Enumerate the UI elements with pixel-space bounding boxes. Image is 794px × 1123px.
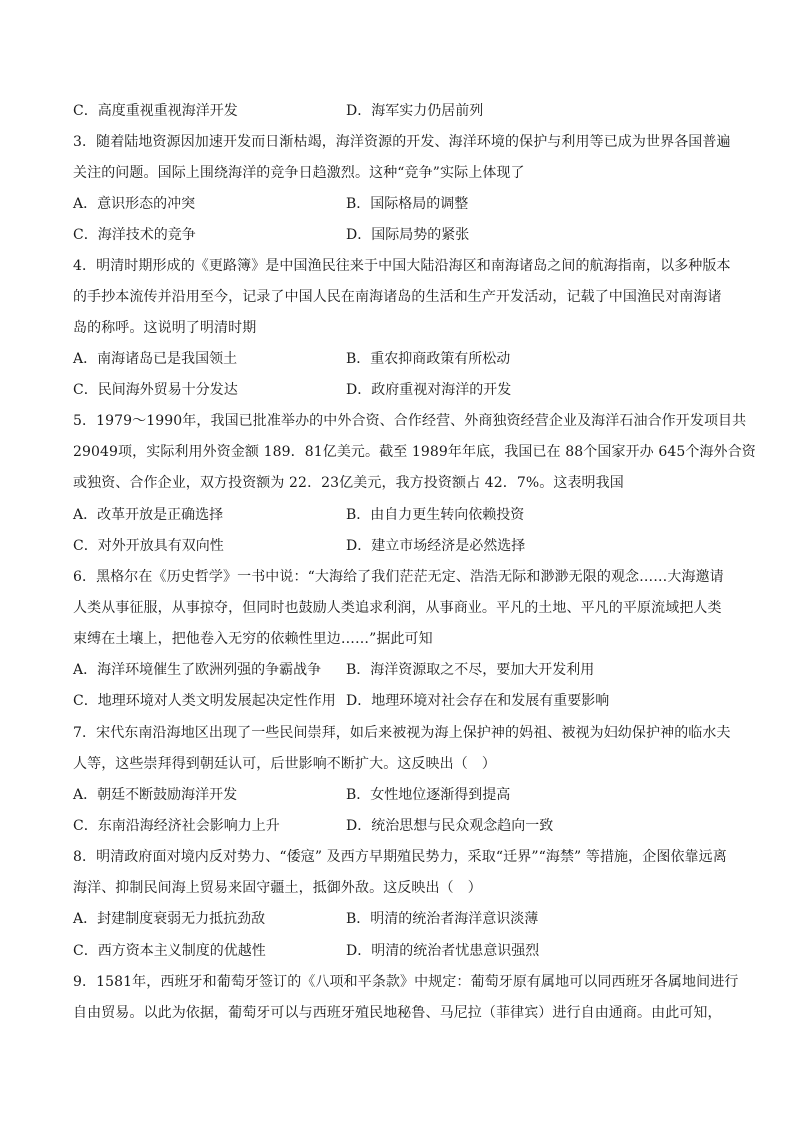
q5-option-c: C．对外开放具有双向性 <box>73 538 224 554</box>
q6-option-b: B．海洋资源取之不尽，要加大开发利用 <box>346 662 595 678</box>
q7-option-a: A．朝廷不断鼓励海洋开发 <box>73 787 238 803</box>
q7-stem-line-2: 人等，这些崇拜得到朝廷认可，后世影响不断扩大。这反映出（ ） <box>73 756 496 772</box>
q5-stem-line-3: 或独资、合作企业，双方投资额为 22．23亿美元，我方投资额占 42．7%。这表明我国 <box>73 475 624 491</box>
q2-option-d: D．海军实力仍居前列 <box>346 103 484 119</box>
q3-stem-line-1: 3．随着陆地资源因加速开发而日渐枯竭，海洋资源的开发、海洋环境的保护与利用等已成为世界各国普遍 <box>73 134 731 150</box>
q8-stem-line-2: 海洋、抑制民间海上贸易来固守疆土，抵御外敌。这反映出（ ） <box>73 880 482 896</box>
q3-option-a: A．意识形态的冲突 <box>73 196 196 212</box>
q5-option-a: A．改革开放是正确选择 <box>73 507 224 523</box>
q4-stem-line-3: 岛的称呼。这说明了明清时期 <box>73 320 257 336</box>
q4-option-a: A．南海诸岛已是我国领土 <box>73 351 238 367</box>
q6-stem-line-3: 束缚在土壤上，把他卷入无穷的依赖性里边……”据此可知 <box>73 631 433 647</box>
q6-stem-line-1: 6．黑格尔在《历史哲学》一书中说：“大海给了我们茫茫无定、浩浩无际和渺渺无限的观念……大海邀请 <box>73 569 724 585</box>
q7-option-b: B．女性地位逐渐得到提高 <box>346 787 511 803</box>
q8-option-d: D．明清的统治者忧患意识强烈 <box>346 943 540 959</box>
q7-option-d: D．统治思想与民众观念趋向一致 <box>346 818 554 834</box>
q7-option-c: C．东南沿海经济社会影响力上升 <box>73 818 280 834</box>
q7-stem-line-1: 7．宋代东南沿海地区出现了一些民间崇拜，如后来被视为海上保护神的妈祖、被视为妇幼保护神的临水夫 <box>73 725 731 741</box>
q3-stem-line-2: 关注的问题。国际上围绕海洋的竞争日趋激烈。这种“竞争”实际上体现了 <box>73 165 525 181</box>
q4-stem-line-2: 的手抄本流传并沿用至今，记录了中国人民在南海诸岛的生活和生产开发活动，记载了中国渔民对南海诸 <box>73 289 722 305</box>
q9-stem-line-1: 9．1581年，西班牙和葡萄牙签订的《八项和平条款》中规定：葡萄牙原有属地可以同西班牙各属地间进行 <box>73 974 739 990</box>
q8-option-b: B．明清的统治者海洋意识淡薄 <box>346 911 539 927</box>
q5-stem-line-2: 29049项，实际利用外资金额 189．81亿美元。截至 1989年年底，我国已在 88个国家开办 645个海外合资 <box>73 444 756 460</box>
q4-option-d: D．政府重视对海洋的开发 <box>346 382 512 398</box>
q8-option-c: C．西方资本主义制度的优越性 <box>73 943 266 959</box>
q9-stem-line-2: 自由贸易。以此为依据，葡萄牙可以与西班牙殖民地秘鲁、马尼拉（菲律宾）进行自由通商。由此可知， <box>73 1005 722 1021</box>
q6-stem-line-2: 人类从事征服，从事掠夺，但同时也鼓励人类追求利润，从事商业。平凡的土地、平凡的平原流域把人类 <box>73 600 722 616</box>
q4-option-c: C．民间海外贸易十分发达 <box>73 382 238 398</box>
q2-option-c: C．高度重视重视海洋开发 <box>73 103 238 119</box>
q3-option-d: D．国际局势的紧张 <box>346 227 470 243</box>
q5-stem-line-1: 5．1979～1990年，我国已批准举办的中外合资、合作经营、外商独资经营企业及海洋石油合作开发项目共 <box>73 413 747 429</box>
q6-option-c: C．地理环境对人类文明发展起决定性作用 <box>73 693 336 709</box>
q5-option-d: D．建立市场经济是必然选择 <box>346 538 526 554</box>
q8-stem-line-1: 8．明清政府面对境内反对势力、“倭寇” 及西方早期殖民势力，采取“迁界”“海禁” 等措施，企图依靠远离 <box>73 849 727 865</box>
q6-option-d: D．地理环境对社会存在和发展有重要影响 <box>346 693 610 709</box>
q4-option-b: B．重农抑商政策有所松动 <box>346 351 511 367</box>
q8-option-a: A．封建制度衰弱无力抵抗劲敌 <box>73 911 266 927</box>
q3-option-b: B．国际格局的调整 <box>346 196 469 212</box>
q5-option-b: B．由自力更生转向依赖投资 <box>346 507 525 523</box>
q6-option-a: A．海洋环境催生了欧洲列强的争霸战争 <box>73 662 322 678</box>
q4-stem-line-1: 4．明清时期形成的《更路簿》是中国渔民往来于中国大陆沿海区和南海诸岛之间的航海指南，以多种版本 <box>73 258 731 274</box>
q3-option-c: C．海洋技术的竞争 <box>73 227 196 243</box>
